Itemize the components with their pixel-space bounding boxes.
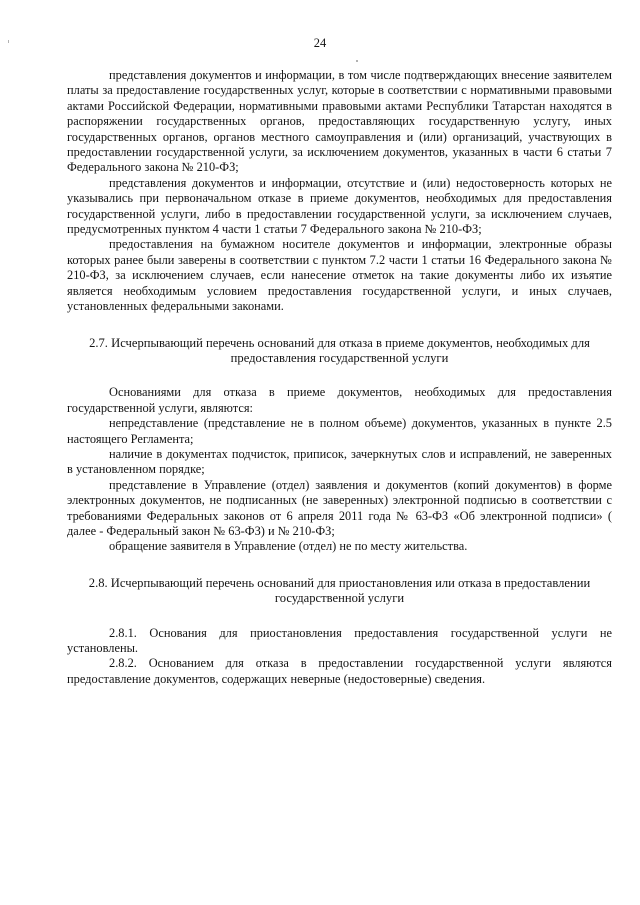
document-body bbox=[67, 68, 612, 687]
scan-speck bbox=[356, 60, 358, 62]
page-number: 24 bbox=[313, 36, 327, 50]
section-2-7-paragraph-3: наличие в документах подчисток, приписок, зачеркнутых слов и исправлений, не заверенных в установленном порядке; bbox=[67, 446, 612, 477]
section-2-8-paragraph-1: 2.8.1. Основания для приостановления предоставления государственной услуги не установлены. bbox=[67, 625, 612, 655]
intro-paragraph-2: представления документов и информации, отсутствие и (или) недостоверность которых не указывались при первоначальном отказе в приеме документов, необходимых для предоставления государственной услуги, либо в предоставлении государственной услуги, за исключением случаев, предусмотренных пунктом 4 части 1 статьи 7 Федерального закона № 210-ФЗ; bbox=[67, 175, 612, 237]
intro-paragraph-1: представления документов и информации, в том числе подтверждающих внесение заявителем платы за предоставление государственных услуг, которые в соответствии с нормативными правовыми актами Российской Федерации, нормативными правовыми актами Республики Татарстан находятся в распоряжении государственных органов, предоставляющих государственную услугу, иных государственных органов, органов местного самоуправления и (или) организаций, участвующих в предоставлении государственной услуги, за исключением документов, указанных в части 6 статьи 7 Федерального закона № 210-ФЗ; bbox=[67, 68, 612, 175]
section-2-7-paragraph-1: Основаниями для отказа в приеме документов, необходимых для предоставления государственной услуги, являются: bbox=[67, 385, 612, 415]
section-2-8-paragraph-2: 2.8.2. Основанием для отказа в предоставлении государственной услуги являются предоставление документов, содержащих неверные (недостоверные) сведения. bbox=[67, 656, 612, 686]
section-2-7-paragraph-2: непредставление (представление не в полном объеме) документов, указанных в пункте 2.5 настоящего Регламента; bbox=[67, 416, 612, 446]
intro-paragraph-3: предоставления на бумажном носителе документов и информации, электронные образы которых ранее были заверены в соответствии с пунктом 7.2 части 1 статьи 16 Федерального закона № 210-ФЗ, за исключением случаев, если нанесение отметок на такие документы либо их изъятие является необходимым условием предоставления государственной услуги, и иных случаев, установленных федеральными законами. bbox=[67, 237, 612, 314]
section-2-7-paragraph-4: представление в Управление (отдел) заявления и документов (копий документов) в форме электронных документов, не подписанных (не заверенных) электронной подписью в соответствии с требованиями Федеральных законов от 6 апреля 2011 года № 63-ФЗ «Об электронной подписи» ( далее - Федеральный закон № 63-ФЗ) и № 210-ФЗ; bbox=[67, 477, 612, 538]
section-2-7-heading: 2.7. Исчерпывающий перечень оснований для отказа в приеме документов, необходимых для предоставления государственной услуги bbox=[89, 335, 590, 365]
section-2-8-heading: 2.8. Исчерпывающий перечень оснований для приостановления или отказа в предоставлении государственной услуги bbox=[88, 575, 591, 606]
section-2-7-paragraph-5: обращение заявителя в Управление (отдел) не по месту жительства. bbox=[109, 539, 468, 554]
